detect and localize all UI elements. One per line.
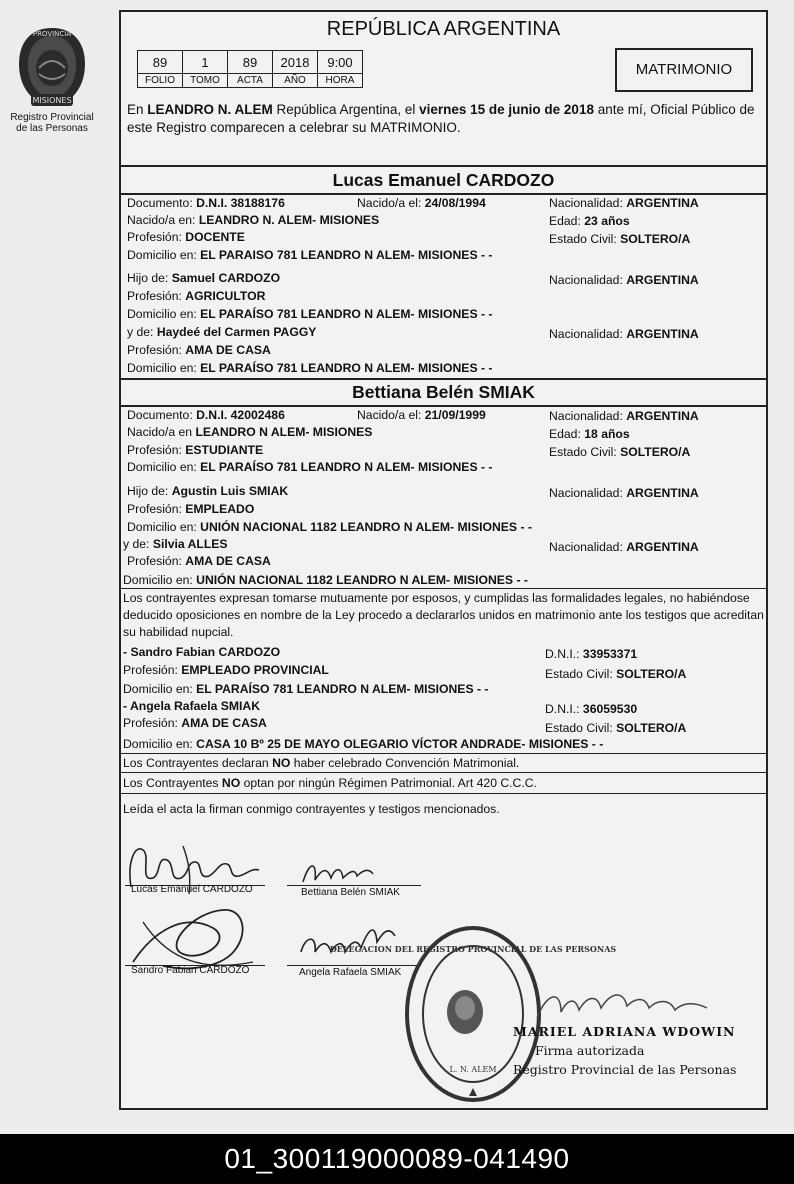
logo-caption [6,112,98,134]
spouse2-documento: Documento: D.N.I. 42002486 [127,408,285,422]
tomo-label: TOMO [183,74,228,88]
witness1-dni: D.N.I.: 33953371 [545,647,638,661]
intro-p2: República Argentina, el [272,102,420,117]
spouse1-nacido-en: Nacido/a en: LEANDRO N. ALEM- MISIONES [127,213,380,227]
witness1-name: - Sandro Fabian CARDOZO [123,645,281,659]
official-signature-block [513,1022,736,1079]
signature-name-3: Sandro Fabian CARDOZO [131,965,250,976]
divider [121,405,766,407]
spouse1-nacido-el: Nacido/a el: 24/08/1994 [357,196,486,210]
official-title: Firma autorizada [535,1043,645,1058]
divider [121,165,766,167]
anio-label: AÑO [273,74,318,88]
spouse1-profesion: Profesión: DOCENTE [127,230,245,244]
hora-value: 9:00 [318,51,363,74]
spouse2-father-profesion: Profesión: EMPLEADO [127,502,255,516]
signature-scribble-2 [297,852,417,892]
marriage-certificate-form [119,10,768,1110]
tomo-value: 1 [183,51,228,74]
convention-statement: Los Contrayentes declaran NO haber celebrado Convención Matrimonial. [123,756,520,770]
witness1-profesion: Profesión: EMPLEADO PROVINCIAL [123,663,329,677]
intro-paragraph [127,101,763,137]
spouse1-name: Lucas Emanuel CARDOZO [332,170,555,190]
spouse1-father-nacionalidad: Nacionalidad: ARGENTINA [549,273,699,287]
logo-caption-line1: Registro Provincial [10,112,94,123]
divider [121,753,766,754]
spouse2-estado-civil: Estado Civil: SOLTERO/A [549,445,691,459]
witness2-profesion: Profesión: AMA DE CASA [123,716,267,730]
spouse1-father-domicilio: Domicilio en: EL PARAÍSO 781 LEANDRO N ALEM- MISIONES - - [127,307,493,321]
spouse2-father-nacionalidad: Nacionalidad: ARGENTINA [549,486,699,500]
official-office: Registro Provincial de las Personas [513,1062,737,1077]
spouse2-profesion: Profesión: ESTUDIANTE [127,443,264,457]
seal-emblem-icon [447,990,483,1034]
anio-value: 2018 [273,51,318,74]
spouse2-name: Bettiana Belén SMIAK [352,382,535,402]
witness2-domicilio: Domicilio en: CASA 10 Bº 25 DE MAYO OLEGARIO VÍCTOR ANDRADE- MISIONES - - [123,737,604,751]
divider [121,193,766,195]
spouse1-domicilio: Domicilio en: EL PARAISO 781 LEANDRO N ALEM- MISIONES - - [127,248,493,262]
declaration-paragraph: Los contrayentes expresan tomarse mutuamente por esposos, y cumplidas las formalidades legales, no habiéndose deducido oposiciones en nombre de la Ley procedo a declararlos unidos en matrimonio ante los testigos que acreditan su habilidad nupcial. [123,591,764,639]
spouse2-edad: Edad: 18 años [549,427,630,441]
coat-of-arms-icon [15,24,89,110]
official-name: MARIEL ADRIANA WDOWIN [513,1024,736,1039]
document-id-bar [0,1134,794,1184]
spouse2-mother-nacionalidad: Nacionalidad: ARGENTINA [549,540,699,554]
signature-name-4: Angela Rafaela SMIAK [299,967,402,978]
spouse1-father-name: Hijo de: Samuel CARDOZO [127,271,281,285]
document-title: REPÚBLICA ARGENTINA [326,18,561,40]
spouse2-nacionalidad: Nacionalidad: ARGENTINA [549,409,699,423]
intro-p3: ante mí, Oficial Público de este Registro comparecen a celebrar su MATRIMONIO. [127,102,755,135]
logo-text-bottom: MISIONES [32,96,72,105]
closing-statement: Leída el acta la firman conmigo contrayentes y testigos mencionados. [123,802,500,816]
witness1-estado-civil: Estado Civil: SOLTERO/A [545,667,687,681]
record-type-box: MATRIMONIO [615,48,753,92]
signature-name-1: Lucas Emanuel CARDOZO [131,884,253,895]
folio-value: 89 [138,51,183,74]
intro-place: LEANDRO N. ALEM [147,102,273,117]
divider [121,378,766,380]
spouse1-edad: Edad: 23 años [549,214,630,228]
spouse1-mother-domicilio: Domicilio en: EL PARAÍSO 781 LEANDRO N ALEM- MISIONES - - [127,361,493,375]
seal-text: DELEGACION DEL REGISTRO PROVINCIAL DE LAS PERSONAS [329,944,617,954]
divider [121,588,766,589]
logo-caption-line2: de las Personas [16,123,88,134]
document-code: 01_300119000089-041490 [224,1143,570,1174]
spouse2-nacido-el: Nacido/a el: 21/09/1999 [357,408,486,422]
signature-scribble-4 [291,912,421,972]
logo-text-top: PROVINCIA [32,30,72,38]
spouse2-father-domicilio: Domicilio en: UNIÓN NACIONAL 1182 LEANDRO N ALEM- MISIONES - - [127,520,532,534]
folio-label: FOLIO [138,74,183,88]
record-reference-table [137,50,363,88]
spouse2-domicilio: Domicilio en: EL PARAÍSO 781 LEANDRO N ALEM- MISIONES - - [127,460,493,474]
intro-p1: En [127,102,148,117]
hora-label: HORA [318,74,363,88]
divider [121,772,766,773]
witness2-name: - Angela Rafaela SMIAK [123,699,261,713]
spouse1-mother-name: y de: Haydeé del Carmen PAGGY [127,325,317,339]
spouse1-father-profesion: Profesión: AGRICULTOR [127,289,266,303]
acta-label: ACTA [228,74,273,88]
spouse2-nacido-en: Nacido/a en LEANDRO N ALEM- MISIONES [127,425,373,439]
spouse1-documento: Documento: D.N.I. 38188176 [127,196,285,210]
signature-name-2: Bettiana Belén SMIAK [301,887,400,898]
spouse1-mother-profesion: Profesión: AMA DE CASA [127,343,271,357]
spouse2-mother-name: y de: Silvia ALLES [123,537,228,551]
signature-line [287,885,421,886]
spouse2-mother-profesion: Profesión: AMA DE CASA [127,554,271,568]
signature-line [287,965,421,966]
divider [121,793,766,794]
acta-value: 89 [228,51,273,74]
spouse2-mother-domicilio: Domicilio en: UNIÓN NACIONAL 1182 LEANDRO N ALEM- MISIONES - - [123,573,528,587]
spouse1-mother-nacionalidad: Nacionalidad: ARGENTINA [549,327,699,341]
seal-bottom-text: L. N. ALEM [449,1065,497,1074]
witness1-domicilio: Domicilio en: EL PARAÍSO 781 LEANDRO N ALEM- MISIONES - - [123,682,489,696]
intro-date: viernes 15 de junio de 2018 [419,102,594,117]
spouse1-estado-civil: Estado Civil: SOLTERO/A [549,232,691,246]
spouse1-nacionalidad: Nacionalidad: ARGENTINA [549,196,699,210]
regime-statement: Los Contrayentes NO optan por ningún Régimen Patrimonial. Art 420 C.C.C. [123,776,537,790]
witness2-dni: D.N.I.: 36059530 [545,702,638,716]
registry-logo [6,24,98,134]
spouse2-father-name: Hijo de: Agustin Luis SMIAK [127,484,289,498]
witness2-estado-civil: Estado Civil: SOLTERO/A [545,721,687,735]
